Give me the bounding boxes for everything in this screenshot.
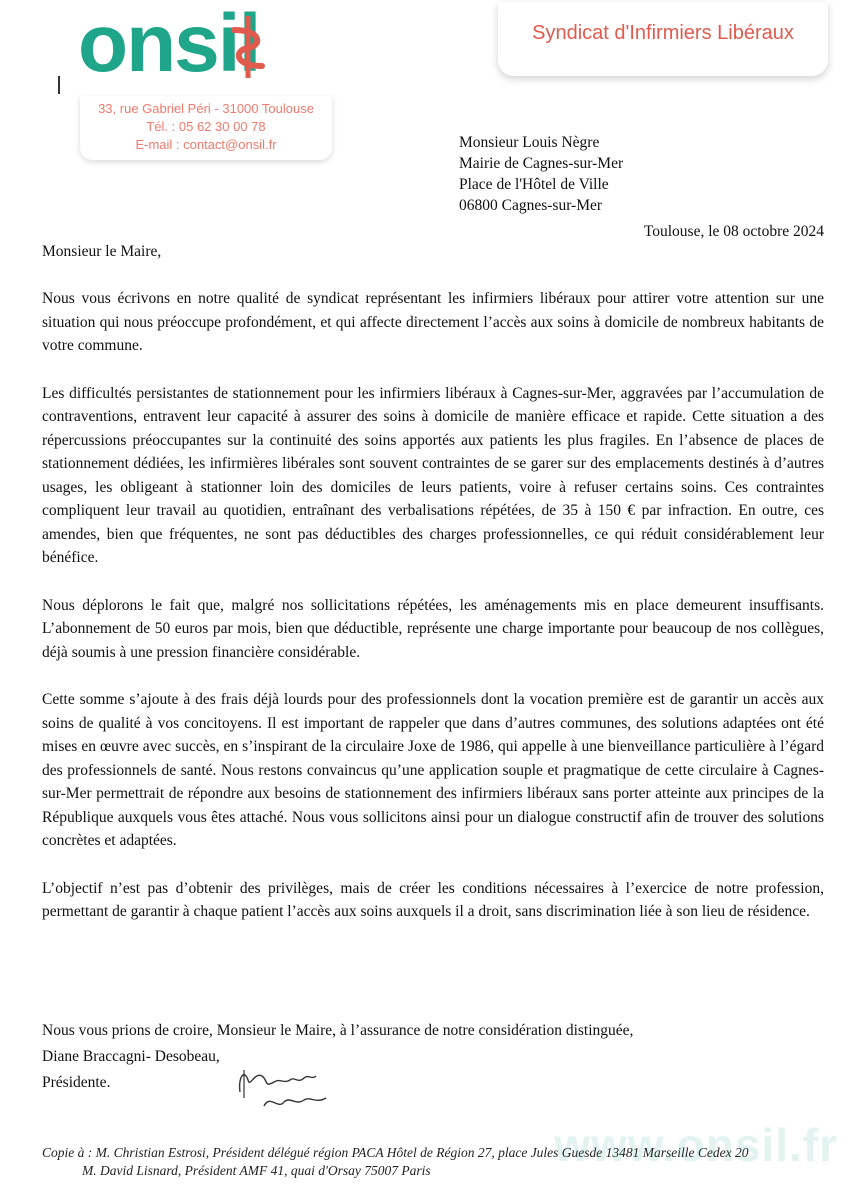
letter-date: Toulouse, le 08 octobre 2024	[643, 223, 824, 240]
signer-role: Présidente.	[42, 1074, 111, 1091]
text-cursor	[58, 76, 60, 94]
recipient-line: 06800 Cagnes-sur-Mer	[459, 197, 603, 214]
sender-phone: Tél. : 05 62 30 00 78	[146, 119, 266, 134]
paragraph: Cette somme s’ajoute à des frais déjà lourds pour des professionnels dont la vocation première est de garantir un accès aux soins de qualité à vos concitoyens. Il est important de rappeler que dans d’autres communes, des solutions adaptées ont été mises en œuvre avec succès, en s’inspirant de la circulaire Joxe de 1986, qui appelle à une bienveillance particulière à l’égard des professionnels de santé. Nous restons convaincus qu’une application souple et pragmatique de cette circulaire à Cagnes-sur-Mer permettrait de répondre aux besoins de stationnement des infirmiers libéraux sans porter atteinte aux principes de la République auxquels vous êtes attaché. Nous vous sollicitons ainsi pour un dialogue constructif afin de trouver des solutions concrètes et adaptées.	[42, 691, 824, 849]
signer-name: Diane Braccagni- Desobeau,	[42, 1048, 220, 1065]
salutation: Monsieur le Maire,	[42, 243, 162, 260]
recipient-line: Place de l'Hôtel de Ville	[459, 176, 609, 193]
recipient-block	[459, 132, 623, 216]
handwritten-signature	[234, 1058, 344, 1114]
paragraph: Les difficultés persistantes de stationnement pour les infirmiers libéraux à Cagnes-sur-Mer, aggravées par l’accumulation de contraventions, entravent leur capacité à assurer des soins à domicile de manière efficace et rapide. Cette situation a des répercussions préoccupantes sur la continuité des soins apportés aux patients les plus fragiles. En l’absence de places de stationnement dédiées, les infirmières libérales sont souvent contraintes de se garer sur des emplacements destinés à d’autres usages, les obligeant à stationner loin des domiciles de leurs patients, voire à refuser certains soins. Ces contraintes compliquent leur travail au quotidien, entraînant des verbalisations répétées, de 35 à 150 € par infraction. En outre, ces amendes, bien que fréquentes, ne sont pas déductibles des charges professionnelles, ce qui réduit considérablement leur bénéfice.	[42, 384, 824, 566]
sender-email: E-mail : contact@onsil.fr	[135, 137, 277, 152]
copy-line: M. David Lisnard, Président AMF 41, quai d'Orsay 75007 Paris	[82, 1163, 431, 1178]
paragraph: Nous vous écrivons en notre qualité de syndicat représentant les infirmiers libéraux pour attirer votre attention sur une situation qui nous préoccupe profondément, et qui affecte directement l’accès aux soins à domicile de nombreux habitants de votre commune.	[42, 290, 824, 354]
sender-address: 33, rue Gabriel Péri - 31000 Toulouse	[98, 101, 314, 116]
recipient-line: Mairie de Cagnes-sur-Mer	[459, 155, 624, 172]
closing-text: Nous vous prions de croire, Monsieur le Maire, à l’assurance de notre considération distinguée,	[42, 1022, 634, 1039]
copy-line: Copie à : M. Christian Estrosi, Président délégué région PACA Hôtel de Région 27, place Jules Guesde 13481 Marseille Cedex 20	[42, 1145, 749, 1160]
paragraph: L’objectif n’est pas d’obtenir des privilèges, mais de créer les conditions nécessaires à l’exercice de notre profession, permettant de garantir à chaque patient l’accès aux soins auxquels il a droit, sans discrimination liée à son lieu de résidence.	[42, 879, 824, 920]
header-card	[498, 2, 828, 76]
logo-text: onsil	[78, 0, 260, 89]
union-title: Syndicat d'Infirmiers Libéraux	[532, 22, 794, 44]
recipient-line: Monsieur Louis Nègre	[459, 134, 600, 151]
sender-address-card	[80, 96, 332, 160]
website-watermark: www.onsil.fr	[554, 1119, 838, 1171]
letter-body	[42, 287, 824, 948]
caduceus-icon	[226, 14, 270, 80]
paragraph: Nous déplorons le fait que, malgré nos sollicitations répétées, les aménagements mis en place demeurent insuffisants. L’abonnement de 50 euros par mois, bien que déductible, représente une charge importante pour beaucoup de nos collègues, déjà soumis à une pression financière considérable.	[42, 596, 824, 661]
